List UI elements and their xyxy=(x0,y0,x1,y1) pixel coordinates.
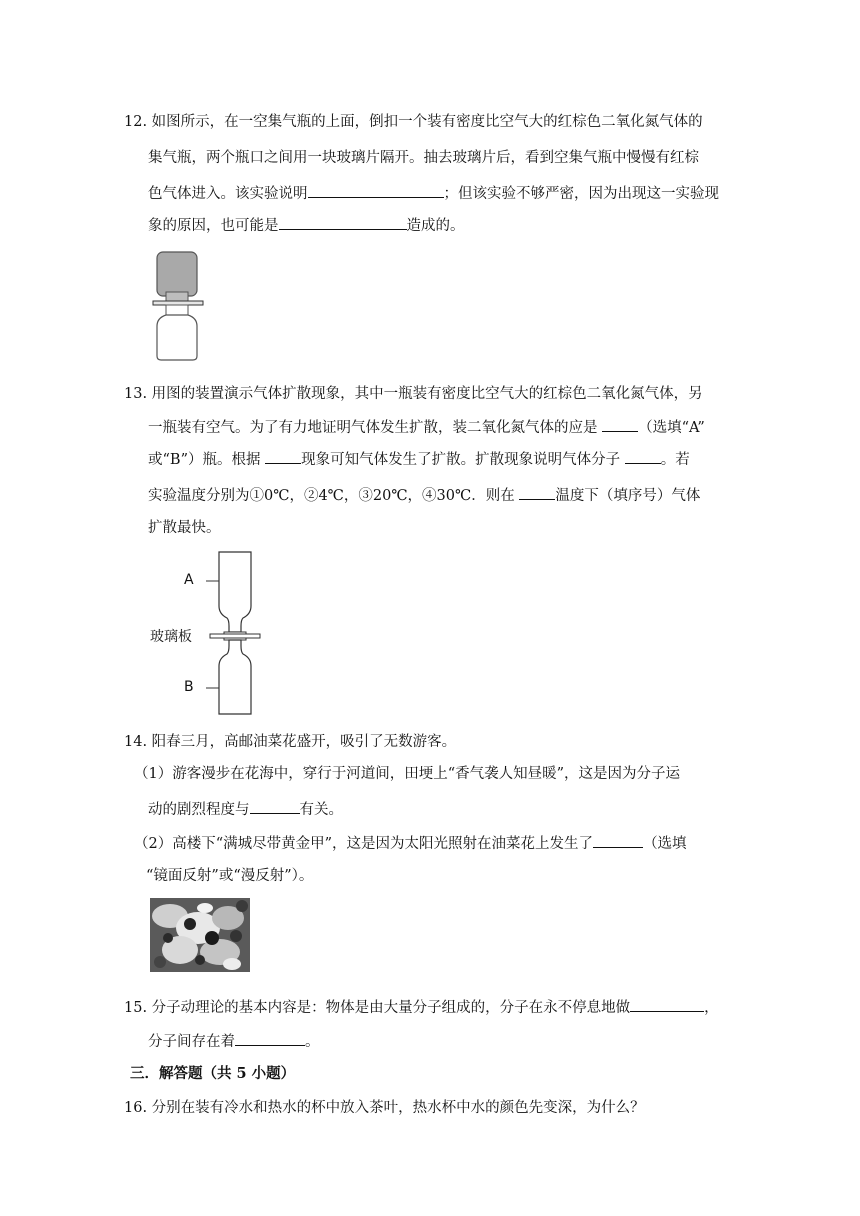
rapeseed-flower-photo xyxy=(150,898,250,972)
q12-line-1: 12. 如图所示，在一空集气瓶的上面，倒扣一个装有密度比空气大的红棕色二氧化氮气体的 xyxy=(124,114,703,130)
q15-line-2 xyxy=(148,1030,320,1052)
q12-answer-blank-1[interactable] xyxy=(308,182,444,198)
q13-line-1: 13. 用图的装置演示气体扩散现象，其中一瓶装有密度比空气大的红棕色二氧化氮气体，另 xyxy=(124,386,703,402)
q13-text: 温度下（填序号）气体 xyxy=(555,488,701,504)
q15-text: 15. 分子动理论的基本内容是：物体是由大量分子组成的，分子在永不停息地做 xyxy=(124,1000,631,1016)
q14-line-1: 14. 阳春三月，高邮油菜花盛开，吸引了无数游客。 xyxy=(124,734,457,750)
q13-answer-blank-2[interactable] xyxy=(265,448,301,464)
q13-text: 实验温度分别为①0℃，②4℃，③20℃，④30℃．则在 xyxy=(148,488,515,504)
q13-line-3 xyxy=(148,448,690,470)
q15-line-1 xyxy=(124,996,719,1018)
label-a: A xyxy=(184,572,194,588)
q14-text: 有关。 xyxy=(299,802,343,818)
diffusion-apparatus-figure xyxy=(150,548,270,718)
q14-text: （选填 xyxy=(643,836,687,852)
q12-text: ；但该实验不够严密，因为出现这一实验现 xyxy=(443,186,719,202)
q13-answer-blank-1[interactable] xyxy=(602,416,638,432)
q12-text: 造成的。 xyxy=(406,218,465,234)
label-b: B xyxy=(184,679,194,695)
q12-answer-blank-2[interactable] xyxy=(279,214,407,230)
q15-text: ， xyxy=(704,1000,719,1016)
label-glass-plate: 玻璃板 xyxy=(150,629,192,645)
q13-text: 现象可知气体发生了扩散。扩散现象说明气体分子 xyxy=(301,452,621,468)
q13-line-2 xyxy=(148,416,705,438)
q16-line-1: 16. 分别在装有冷水和热水的杯中放入茶叶，热水杯中水的颜色先变深，为什么？ xyxy=(124,1100,645,1116)
q13-text: 。若 xyxy=(660,452,690,468)
section-3-heading: 三．解答题（共 5 小题） xyxy=(130,1065,296,1082)
q14-part1-line-2 xyxy=(148,798,343,820)
q15-text: 分子间存在着 xyxy=(148,1034,235,1050)
q13-answer-blank-4[interactable] xyxy=(519,484,555,500)
q12-text: 象的原因，也可能是 xyxy=(148,218,279,234)
q13-text: 或“B”）瓶。根据 xyxy=(148,452,261,468)
q14-answer-blank-1[interactable] xyxy=(250,798,300,814)
q13-text: （选填“A” xyxy=(638,420,705,436)
q15-text: 。 xyxy=(305,1034,320,1050)
q14-answer-blank-2[interactable] xyxy=(593,832,643,848)
q13-answer-blank-3[interactable] xyxy=(625,448,661,464)
q14-part1-line-1: （1）游客漫步在花海中，穿行于河道间，田埂上“香气袭人知昼暖”，这是因为分子运 xyxy=(134,766,681,782)
q15-answer-blank-2[interactable] xyxy=(235,1030,305,1046)
q15-answer-blank-1[interactable] xyxy=(630,996,704,1012)
q12-line-4 xyxy=(148,214,465,236)
q13-line-4 xyxy=(148,484,700,506)
q13-line-5: 扩散最快。 xyxy=(148,520,221,536)
q12-line-2: 集气瓶，两个瓶口之间用一块玻璃片隔开。抽去玻璃片后，看到空集气瓶中慢慢有红棕 xyxy=(148,150,699,166)
q14-text: （2）高楼下“满城尽带黄金甲”，这是因为太阳光照射在油菜花上发生了 xyxy=(134,836,594,852)
q12-text: 色气体进入。该实验说明 xyxy=(148,186,308,202)
q14-text: 动的剧烈程度与 xyxy=(148,802,250,818)
gas-bottles-figure xyxy=(150,248,210,364)
q14-part2-line-1 xyxy=(134,832,687,854)
q12-line-3 xyxy=(148,182,719,204)
q13-text: 一瓶装有空气。为了有力地证明气体发生扩散，装二氧化氮气体的应是 xyxy=(148,420,598,436)
q14-part2-line-2: “镜面反射”或“漫反射”）。 xyxy=(146,868,314,884)
